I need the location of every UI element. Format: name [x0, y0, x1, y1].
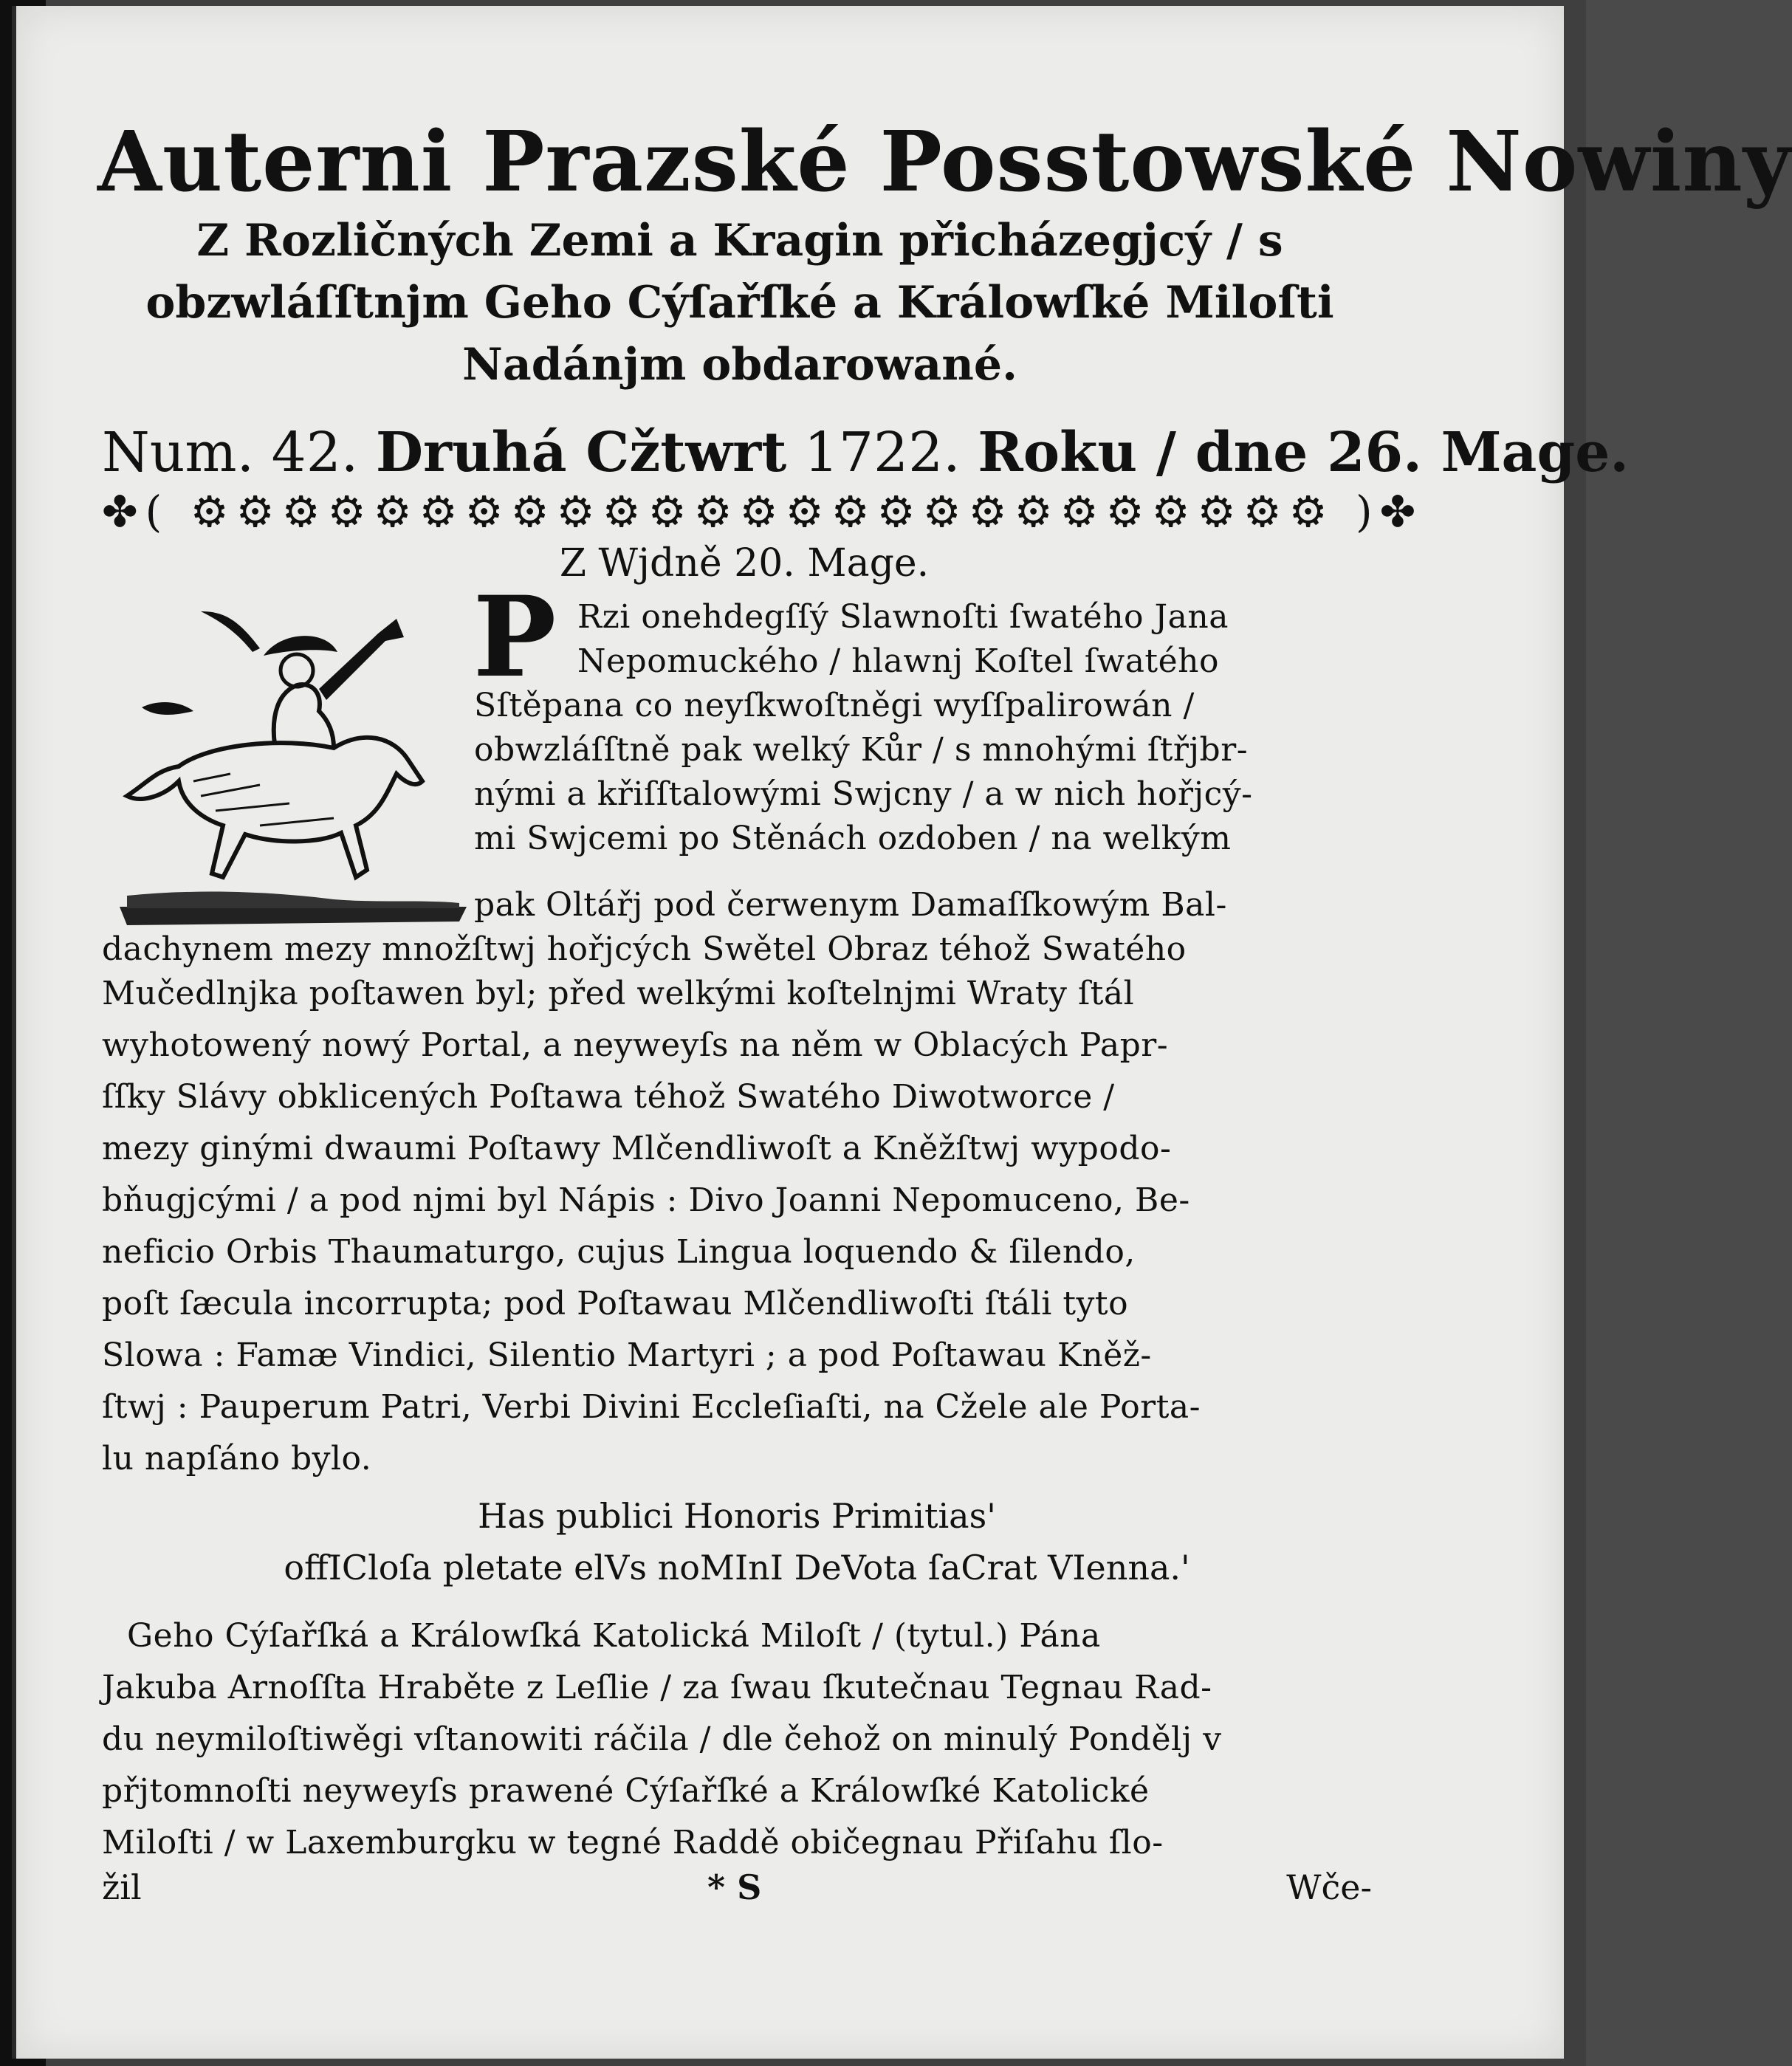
article-line-1: Rzi onehdegſſý Slawnoſti ſwatého Jana	[577, 598, 1229, 636]
article-line-5: nými a křiſſtalowými Swjcny / a w nich hořjcý-	[474, 775, 1253, 813]
article-line-17: ſtwj : Pauperum Patri, Verbi Divini Eccleſiaſti, na Cžele ale Porta-	[102, 1388, 1201, 1426]
issue-number: Num. 42.	[102, 421, 359, 484]
catchword-left: žil	[102, 1867, 142, 1907]
article-line-18: lu napſáno bylo.	[102, 1440, 372, 1478]
subtitle-line-2: obzwláſſtnjm Geho Cýſařſké a Králowſké Miloſti	[145, 277, 1334, 329]
article-line-11: ſſky Slávy obklicených Poſtawa téhož Swatého Diwotworce /	[102, 1078, 1115, 1116]
article2-line-2: Jakuba Arnoſſta Hraběte z Leſlie / za ſwau ſkutečnau Tegnau Rad-	[102, 1669, 1212, 1706]
issue-year: 1722.	[803, 421, 961, 484]
drop-cap: P	[473, 572, 557, 702]
catchword-right: Wče-	[1286, 1867, 1372, 1907]
article2-line-5: Miloſti / w Laxemburgku w tegné Raddě običegnau Přiſahu ſlo-	[102, 1824, 1164, 1861]
article-line-15: poſt ſæcula incorrupta; pod Poſtawau Mlčendliwoſti ſtáli tyto	[102, 1285, 1129, 1322]
dispatch-origin: Z Wjdně 20. Mage.	[559, 541, 930, 586]
article2-line-1: Geho Cýſařſká a Králowſká Katolická Miloſt / (tytul.) Pána	[127, 1617, 1101, 1655]
article-line-8: dachynem mezy množſtwj hořjcých Swětel Obraz téhož Swatého	[102, 930, 1187, 968]
article-line-2: Nepomuckého / hlawnj Koſtel ſwatého	[577, 642, 1219, 680]
article-line-4: obwzláſſtně pak welký Kůr / s mnohými ſtřjbr-	[474, 731, 1249, 769]
article-line-3: Sſtěpana co neyſkwoſtněgi wyſſpalirowán /	[474, 687, 1195, 724]
subtitle-line-3: Nadánjm obdarowané.	[462, 339, 1017, 391]
article-line-9: Mučedlnjka poſtawen byl; před welkými koſtelnjmi Wraty ſtál	[102, 975, 1135, 1012]
subtitle-line-1: Z Rozličných Zemi a Kragin přicházegjcý / s	[196, 215, 1283, 267]
article-line-14: neficio Orbis Thaumaturgo, cujus Lingua loquendo & ſilendo,	[102, 1233, 1136, 1271]
article-line-7: pak Oltářj pod čerwenym Damaſſkowým Bal-	[474, 886, 1227, 924]
article2-line-4: přjtomnoſti neyweyſs prawené Cýſařſké a Králowſké Katolické	[102, 1772, 1150, 1810]
second-article	[16, 6, 1792, 2059]
article-line-13: bňugjcými / a pod njmi byl Nápis : Divo Joanni Nepomuceno, Be-	[102, 1181, 1190, 1219]
issue-date: Roku / dne 26. Mage.	[978, 421, 1630, 484]
article-line-16: Slowa : Famæ Vindici, Silentio Martyri ; a pod Poſtawau Kněž-	[102, 1336, 1152, 1374]
chronogram-line-1: Has publici Honoris Primitias'	[478, 1496, 996, 1536]
ornamental-rule: ✤( ⚙⚙⚙⚙⚙⚙⚙⚙⚙⚙⚙⚙⚙⚙⚙⚙⚙⚙⚙⚙⚙⚙⚙⚙⚙ )✤	[102, 487, 1424, 537]
article-line-10: wyhotowený nowý Portal, a neyweyſs na něm w Oblacých Papr-	[102, 1026, 1169, 1064]
article2-line-3: du neymiloſtiwěgi vſtanowiti ráčila / dle čehož on minulý Pondělj v	[102, 1720, 1222, 1758]
article-line-6: mi Swjcemi po Stěnách ozdoben / na welkým	[474, 820, 1232, 857]
issue-day: Druhá Cžtwrt	[375, 421, 787, 484]
newspaper-title: Auterni Prazské Posstowské Nowiny	[97, 114, 1792, 210]
signature-mark: * S	[707, 1867, 762, 1907]
newspaper-page	[12, 6, 1792, 2059]
article-line-12: mezy ginými dwaumi Poſtawy Mlčendliwoſt a Kněžſtwj wypodo-	[102, 1130, 1172, 1167]
chronogram-line-2: offICloſa pletate elVs noMInI DeVota ſaCrat VIenna.'	[284, 1548, 1190, 1588]
